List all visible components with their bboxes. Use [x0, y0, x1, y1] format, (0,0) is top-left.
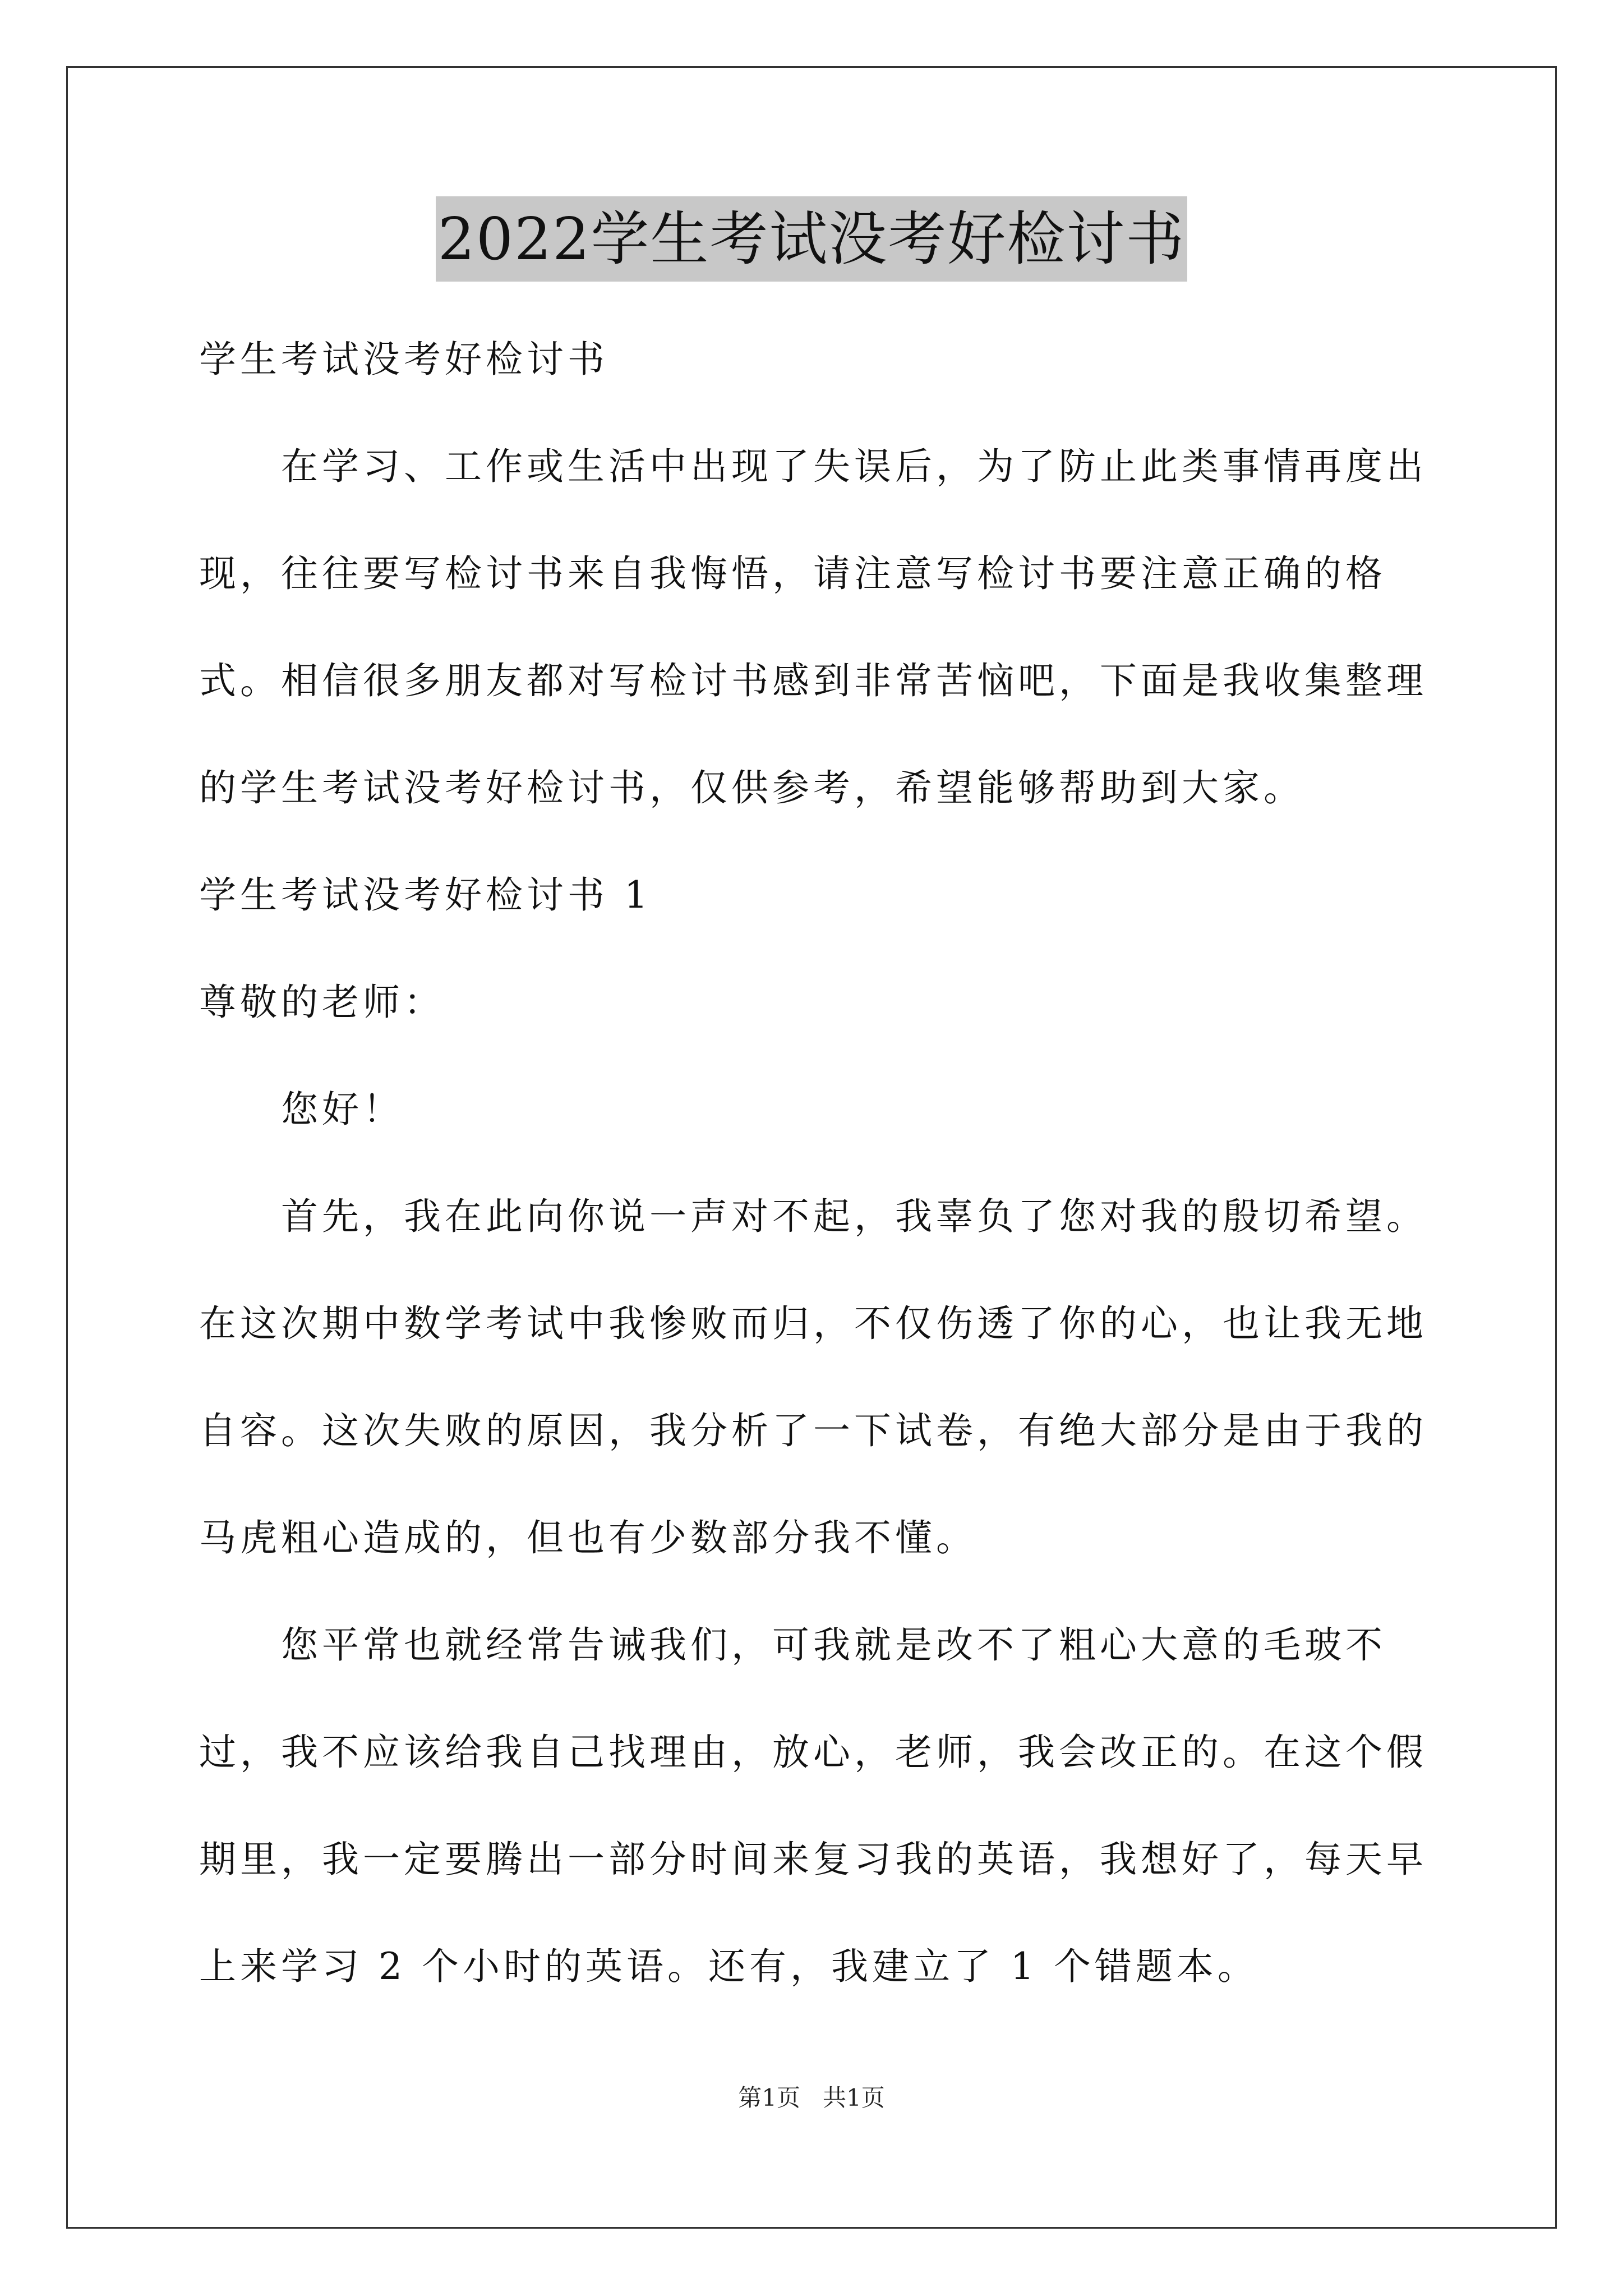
document-body: [199, 306, 1455, 2020]
paragraph-body-2: 您平常也就经常告诫我们，可我就是改不了粗心大意的毛玻不过，我不应该给我自己找理由，放心，老师，我会改正的。在这个假期里，我一定要腾出一部分时间来复习我的英语，我想好了，每天早上来学习 2 个小时的英语。还有，我建立了 1 个错题本。: [199, 1623, 1427, 1988]
page-number-total: 共1页: [823, 2084, 885, 2111]
paragraph-body-1: 首先，我在此向你说一声对不起，我辜负了您对我的殷切希望。在这次期中数学考试中我惨败而归，不仅伤透了你的心，也让我无地自容。这次失败的原因，我分析了一下试卷，有绝大部分是由于我的马虎粗心造成的，但也有少数部分我不懂。: [199, 1195, 1427, 1559]
page-footer: [0, 2081, 1623, 2115]
paragraph-section-heading: 学生考试没考好检讨书 1: [199, 873, 652, 917]
title-container: [0, 196, 1623, 282]
paragraph-salutation: 尊敬的老师：: [199, 981, 445, 1024]
page-number-current: 第1页: [738, 2084, 800, 2111]
paragraph-subtitle: 学生考试没考好检讨书: [199, 338, 608, 381]
document-title: 2022学生考试没考好检讨书: [436, 196, 1188, 282]
paragraph-intro: 在学习、工作或生活中出现了失误后，为了防止此类事情再度出现，往往要写检讨书来自我悔悟，请注意写检讨书要注意正确的格式。相信很多朋友都对写检讨书感到非常苦恼吧，下面是我收集整理的学生考试没考好检讨书，仅供参考，希望能够帮助到大家。: [199, 445, 1427, 809]
paragraph-greeting: 您好！: [281, 1088, 404, 1131]
